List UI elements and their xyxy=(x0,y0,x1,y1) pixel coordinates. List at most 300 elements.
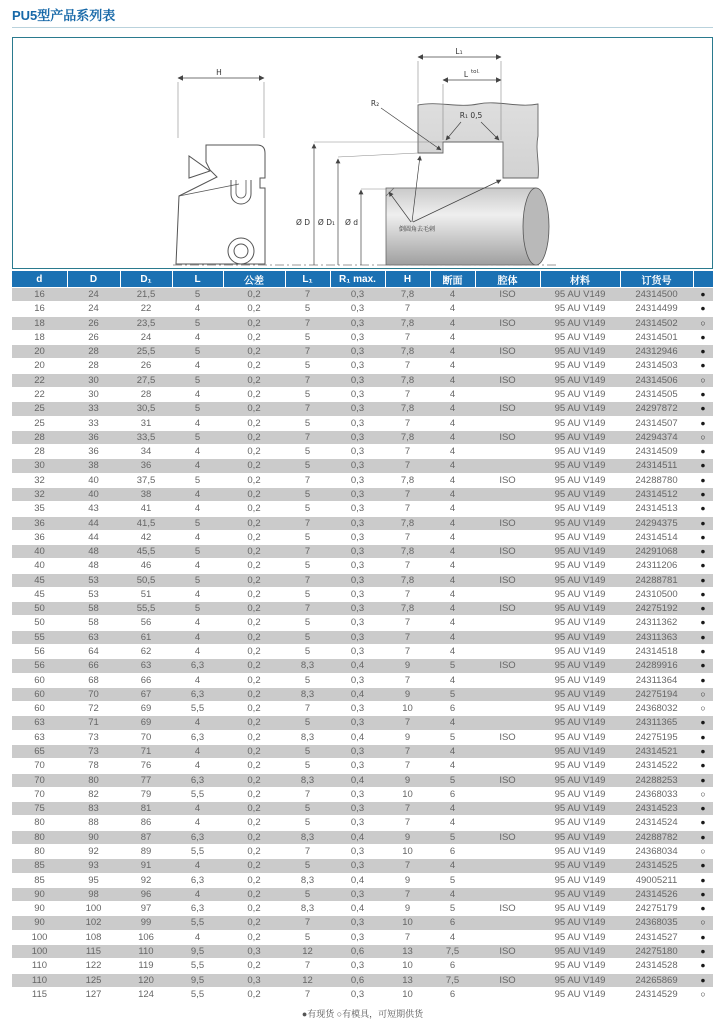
cell-tolerance: 0,2 xyxy=(223,859,285,873)
cell-H: 7 xyxy=(385,859,430,873)
cell-R1-max: 0,3 xyxy=(350,674,365,686)
cell-order-number: 24289916 xyxy=(620,659,693,673)
cell-order-number: 24314528 xyxy=(635,960,678,972)
cell-L1: 5 xyxy=(285,859,330,873)
cell-section: 5 xyxy=(430,659,475,673)
cell-L: 4 xyxy=(172,859,223,873)
cell-R1-max: 0,6 xyxy=(330,944,385,958)
cell-d: 70 xyxy=(34,788,45,800)
cell-H: 10 xyxy=(402,988,413,1000)
availability-dot-filled: ● xyxy=(700,446,706,457)
cell-order-number: 24314512 xyxy=(620,487,693,501)
cell-L: 5 xyxy=(172,402,223,416)
cell-R1-max: 0,3 xyxy=(350,988,365,1000)
cell-D1: 51 xyxy=(140,588,152,600)
cell-order-number: 24314526 xyxy=(620,887,693,901)
cell-H: 7 xyxy=(404,360,411,372)
cell-H: 7 xyxy=(404,588,411,600)
cell-L: 5,5 xyxy=(190,845,205,857)
cell-D: 115 xyxy=(67,944,120,958)
cell-tolerance: 0,2 xyxy=(223,630,285,644)
cell-L1: 5 xyxy=(304,931,311,943)
cell-D1: 79 xyxy=(140,788,152,800)
cell-section: 5 xyxy=(449,903,456,915)
cell-D: 108 xyxy=(85,931,102,943)
cell-section: 4 xyxy=(430,573,475,587)
cell-L: 6,3 xyxy=(190,903,205,915)
table-row xyxy=(12,987,713,1001)
cell-D: 58 xyxy=(88,617,99,629)
col-header-material: 材料 xyxy=(540,271,620,288)
cell-material: 95 AU V149 xyxy=(540,430,620,444)
table-row xyxy=(12,759,713,773)
cell-tolerance: 0,2 xyxy=(223,402,285,416)
cell-H: 7,8 xyxy=(385,573,430,587)
cell-D1: 77 xyxy=(120,773,172,787)
cell-R1-max: 0,3 xyxy=(330,459,385,473)
cell-R1-max: 0,3 xyxy=(330,516,385,530)
cell-R1-max: 0,3 xyxy=(330,887,385,901)
cell-cavity xyxy=(475,687,540,701)
cell-d: 65 xyxy=(12,745,67,759)
cell-material: 95 AU V149 xyxy=(540,602,620,616)
cell-d: 32 xyxy=(34,474,45,486)
cell-H: 7 xyxy=(404,331,411,343)
cell-D: 40 xyxy=(67,487,120,501)
cell-d: 16 xyxy=(12,288,67,302)
cell-R1-max: 0,3 xyxy=(330,859,385,873)
cell-order-number: 24275195 xyxy=(635,731,678,743)
cell-d: 90 xyxy=(12,916,67,930)
cell-order-number: 24294375 xyxy=(620,516,693,530)
cell-D: 33 xyxy=(88,417,99,429)
cell-cavity xyxy=(475,416,540,430)
cell-d: 40 xyxy=(34,560,45,572)
cell-order-number: 24310500 xyxy=(635,588,678,600)
cell-tolerance: 0,2 xyxy=(223,516,285,530)
cell-R1-max: 0,6 xyxy=(330,973,385,987)
cell-material: 95 AU V149 xyxy=(540,459,620,473)
cell-material: 95 AU V149 xyxy=(554,874,606,886)
cell-material: 95 AU V149 xyxy=(554,446,606,458)
cell-section: 7,5 xyxy=(430,944,475,958)
cell-H: 7,8 xyxy=(385,402,430,416)
col-header-H: H xyxy=(385,271,430,288)
availability-dot-filled: ● xyxy=(693,887,713,901)
cell-L1: 7 xyxy=(304,703,311,715)
cell-cavity xyxy=(475,873,540,887)
table-row xyxy=(12,673,713,687)
cell-L1: 5 xyxy=(304,360,311,372)
cell-L1: 5 xyxy=(304,560,311,572)
cell-D: 78 xyxy=(88,760,99,772)
cell-H: 7 xyxy=(404,617,411,629)
table-row xyxy=(12,687,713,701)
cell-material: 95 AU V149 xyxy=(554,474,606,486)
cell-tolerance: 0,2 xyxy=(247,760,261,772)
cell-material: 95 AU V149 xyxy=(540,373,620,387)
availability-dot-open: ○ xyxy=(700,788,706,799)
cell-R1-max: 0,3 xyxy=(350,931,365,943)
cell-material: 95 AU V149 xyxy=(540,887,620,901)
cell-section: 4 xyxy=(430,373,475,387)
cell-L1: 7 xyxy=(304,788,311,800)
cell-H: 7,8 xyxy=(385,373,430,387)
table-row xyxy=(12,416,713,430)
cell-H: 7 xyxy=(404,560,411,572)
cell-R1-max: 0,3 xyxy=(350,388,365,400)
cell-D1: 86 xyxy=(140,817,152,829)
cell-d: 110 xyxy=(12,973,67,987)
cell-tolerance: 0,2 xyxy=(247,817,261,829)
cell-L: 6,3 xyxy=(172,830,223,844)
cell-cavity xyxy=(475,645,540,659)
cell-D: 28 xyxy=(88,360,99,372)
cell-D1: 87 xyxy=(120,830,172,844)
cell-R1-max: 0,3 xyxy=(350,617,365,629)
cell-tolerance: 0,2 xyxy=(247,588,261,600)
cell-material: 95 AU V149 xyxy=(554,960,606,972)
cell-R1-max: 0,3 xyxy=(330,430,385,444)
cell-order-number: 24314502 xyxy=(620,316,693,330)
cell-H: 13 xyxy=(385,973,430,987)
table-row xyxy=(12,645,713,659)
cell-cavity xyxy=(475,359,540,373)
col-header-d: d xyxy=(12,271,67,288)
cell-section: 5 xyxy=(430,773,475,787)
cell-order-number: 24368032 xyxy=(635,703,678,715)
cell-section: 4 xyxy=(449,417,456,429)
cell-material: 95 AU V149 xyxy=(540,659,620,673)
cell-L1: 5 xyxy=(285,745,330,759)
cell-section: 4 xyxy=(449,646,456,658)
cell-L: 5 xyxy=(194,474,201,486)
cell-material: 95 AU V149 xyxy=(554,303,606,315)
cell-H: 7 xyxy=(404,760,411,772)
cell-cavity xyxy=(475,859,540,873)
cell-L: 4 xyxy=(194,674,201,686)
cell-d: 100 xyxy=(12,944,67,958)
cell-tolerance: 0,2 xyxy=(247,560,261,572)
cell-L: 4 xyxy=(194,931,201,943)
table-row xyxy=(12,330,713,344)
cell-D1: 25,5 xyxy=(120,345,172,359)
cell-L1: 5 xyxy=(285,630,330,644)
cell-cavity xyxy=(475,530,540,544)
cell-H: 7 xyxy=(385,745,430,759)
cell-D: 33 xyxy=(67,402,120,416)
cell-d: 20 xyxy=(34,360,45,372)
cell-material: 95 AU V149 xyxy=(554,417,606,429)
cell-material: 95 AU V149 xyxy=(540,773,620,787)
cell-L: 4 xyxy=(194,503,201,515)
cell-cavity: ISO xyxy=(475,659,540,673)
cell-order-number: 24311365 xyxy=(620,716,693,730)
cell-d: 36 xyxy=(34,531,45,543)
cell-material: 95 AU V149 xyxy=(554,845,606,857)
cell-D: 70 xyxy=(67,687,120,701)
cell-L1: 7 xyxy=(285,316,330,330)
cell-tolerance: 0,2 xyxy=(247,903,261,915)
table-row xyxy=(12,659,713,673)
cell-D1: 22 xyxy=(140,303,152,315)
cell-section: 4 xyxy=(430,859,475,873)
cell-tolerance: 0,2 xyxy=(223,773,285,787)
cell-order-number: 24314507 xyxy=(635,417,678,429)
cell-D: 38 xyxy=(67,459,120,473)
table-row xyxy=(12,702,713,716)
table-row xyxy=(12,345,713,359)
cell-L1: 5 xyxy=(285,716,330,730)
cell-d: 45 xyxy=(34,588,45,600)
cell-D1: 119 xyxy=(138,960,154,972)
cell-section: 4 xyxy=(430,487,475,501)
cell-d: 100 xyxy=(31,931,48,943)
cell-tolerance: 0,3 xyxy=(223,944,285,958)
availability-dot-filled: ● xyxy=(700,760,706,771)
cell-tolerance: 0,2 xyxy=(247,446,261,458)
cell-tolerance: 0,2 xyxy=(223,659,285,673)
table-row xyxy=(12,402,713,416)
cell-cavity xyxy=(475,487,540,501)
availability-dot-filled: ● xyxy=(693,459,713,473)
cell-L: 6,3 xyxy=(172,659,223,673)
cell-d: 60 xyxy=(34,674,45,686)
cell-D: 100 xyxy=(85,903,102,915)
cell-section: 4 xyxy=(449,531,456,543)
cell-L: 5,5 xyxy=(190,703,205,715)
cell-R1-max: 0,3 xyxy=(350,788,365,800)
cell-tolerance: 0,2 xyxy=(247,788,261,800)
cell-tolerance: 0,2 xyxy=(247,703,261,715)
cell-D1: 33,5 xyxy=(120,430,172,444)
cell-H: 10 xyxy=(402,845,413,857)
cell-H: 9 xyxy=(385,773,430,787)
table-row xyxy=(12,530,713,544)
cell-section: 4 xyxy=(430,716,475,730)
cell-H: 7 xyxy=(404,303,411,315)
availability-dot-filled: ● xyxy=(693,487,713,501)
cell-L1: 5 xyxy=(304,303,311,315)
cell-d: 70 xyxy=(34,760,45,772)
cell-R1-max: 0,3 xyxy=(350,588,365,600)
cell-H: 10 xyxy=(402,703,413,715)
availability-dot-filled: ● xyxy=(700,960,706,971)
cell-D1: 23,5 xyxy=(120,316,172,330)
cell-L1: 7 xyxy=(285,430,330,444)
cell-cavity xyxy=(475,930,540,944)
cell-section: 6 xyxy=(449,845,456,857)
cell-R1-max: 0,3 xyxy=(350,446,365,458)
cell-R1-max: 0,3 xyxy=(330,545,385,559)
cell-d: 63 xyxy=(12,716,67,730)
dim-label-dia-D1: Ø D₁ xyxy=(317,218,335,227)
table-row xyxy=(12,587,713,601)
cell-tolerance: 0,2 xyxy=(223,288,285,302)
cell-cavity: ISO xyxy=(475,288,540,302)
cell-R1-max: 0,3 xyxy=(350,331,365,343)
dim-label-dia-D: Ø D xyxy=(295,218,310,227)
cell-d: 60 xyxy=(12,687,67,701)
cell-order-number: 24314524 xyxy=(635,817,678,829)
cell-material: 95 AU V149 xyxy=(554,331,606,343)
availability-dot-filled: ● xyxy=(700,731,706,742)
col-header-section: 断面 xyxy=(430,271,475,288)
cell-d: 35 xyxy=(34,503,45,515)
cell-tolerance: 0,2 xyxy=(223,687,285,701)
cell-L1: 5 xyxy=(304,331,311,343)
cell-order-number: 24314505 xyxy=(635,388,678,400)
cell-material: 95 AU V149 xyxy=(554,760,606,772)
cell-D1: 50,5 xyxy=(120,573,172,587)
cell-section: 4 xyxy=(430,316,475,330)
availability-legend: ●有现货 ○有模具，可短期供货 xyxy=(301,1009,424,1020)
cell-order-number: 24291068 xyxy=(620,545,693,559)
cell-H: 7 xyxy=(404,417,411,429)
seal-profile-section xyxy=(176,78,265,264)
cell-d: 25 xyxy=(34,417,45,429)
col-header-D: D xyxy=(67,271,120,288)
cell-order-number: 24368033 xyxy=(635,788,678,800)
cell-R1-max: 0,3 xyxy=(350,760,365,772)
cell-order-number: 24314509 xyxy=(635,446,678,458)
cell-cavity: ISO xyxy=(475,516,540,530)
cell-H: 13 xyxy=(385,944,430,958)
cell-material: 95 AU V149 xyxy=(540,345,620,359)
cell-D1: 41 xyxy=(140,503,152,515)
table-row xyxy=(12,787,713,801)
availability-dot-filled: ● xyxy=(700,817,706,828)
cell-D: 83 xyxy=(67,802,120,816)
cell-R1-max: 0,3 xyxy=(350,531,365,543)
cell-d: 90 xyxy=(12,887,67,901)
cell-section: 4 xyxy=(449,560,456,572)
cell-d: 18 xyxy=(12,316,67,330)
cell-L1: 12 xyxy=(285,944,330,958)
cell-D: 66 xyxy=(67,659,120,673)
cell-d: 80 xyxy=(34,817,45,829)
cell-D: 92 xyxy=(88,845,99,857)
cell-H: 9 xyxy=(385,687,430,701)
cell-R1-max: 0,4 xyxy=(330,830,385,844)
cell-D: 68 xyxy=(88,674,99,686)
cell-tolerance: 0,2 xyxy=(223,716,285,730)
title-divider xyxy=(12,27,713,28)
cell-material: 95 AU V149 xyxy=(540,573,620,587)
cell-d: 22 xyxy=(12,373,67,387)
cell-material: 95 AU V149 xyxy=(540,716,620,730)
cell-tolerance: 0,2 xyxy=(223,602,285,616)
table-row xyxy=(12,516,713,530)
cell-section: 4 xyxy=(449,474,456,486)
cell-material: 95 AU V149 xyxy=(554,388,606,400)
cell-D1: 37,5 xyxy=(136,474,156,486)
dim-label-R1: R₁ 0,5 xyxy=(459,111,483,120)
cell-H: 7 xyxy=(385,630,430,644)
cell-R1-max: 0,3 xyxy=(350,303,365,315)
availability-dot-filled: ● xyxy=(693,545,713,559)
cell-H: 7 xyxy=(404,503,411,515)
cell-order-number: 24275180 xyxy=(620,944,693,958)
table-row xyxy=(12,930,713,944)
cell-D: 28 xyxy=(67,345,120,359)
cell-H: 7,8 xyxy=(385,602,430,616)
page-title: PU5型产品系列表 xyxy=(12,8,116,23)
table-row xyxy=(12,302,713,316)
cell-R1-max: 0,3 xyxy=(330,288,385,302)
cell-material: 95 AU V149 xyxy=(554,988,606,1000)
table-header xyxy=(12,271,713,288)
cell-L1: 7 xyxy=(285,573,330,587)
availability-dot-filled: ● xyxy=(700,646,706,657)
cell-tolerance: 0,2 xyxy=(247,960,261,972)
dim-label-L-sup: tol. xyxy=(471,69,480,75)
cell-D: 48 xyxy=(67,545,120,559)
cell-L1: 5 xyxy=(304,503,311,515)
cell-d: 20 xyxy=(12,345,67,359)
cell-D: 88 xyxy=(88,817,99,829)
table-row xyxy=(12,802,713,816)
cell-section: 6 xyxy=(449,703,456,715)
cell-L: 9,5 xyxy=(172,973,223,987)
cell-tolerance: 0,2 xyxy=(247,331,261,343)
table-row xyxy=(12,730,713,744)
cell-R1-max: 0,3 xyxy=(330,716,385,730)
cell-tolerance: 0,2 xyxy=(247,360,261,372)
availability-dot-filled: ● xyxy=(693,773,713,787)
cell-D1: 45,5 xyxy=(120,545,172,559)
cell-cavity xyxy=(475,887,540,901)
cell-tolerance: 0,2 xyxy=(223,345,285,359)
table-row xyxy=(12,630,713,644)
cell-L1: 7 xyxy=(285,516,330,530)
cell-d: 30 xyxy=(12,459,67,473)
cell-order-number: 24314500 xyxy=(620,288,693,302)
cell-order-number: 24314511 xyxy=(620,459,693,473)
cell-section: 4 xyxy=(430,516,475,530)
availability-dot-filled: ● xyxy=(700,588,706,599)
cell-D: 73 xyxy=(88,731,99,743)
cell-d: 56 xyxy=(34,646,45,658)
cell-R1-max: 0,3 xyxy=(330,373,385,387)
cell-cavity xyxy=(475,916,540,930)
cell-section: 4 xyxy=(449,360,456,372)
table-row xyxy=(12,816,713,830)
availability-dot-open: ○ xyxy=(700,845,706,856)
cell-L1: 8,3 xyxy=(285,830,330,844)
availability-dot-filled: ● xyxy=(693,944,713,958)
seal-installation-drawing xyxy=(13,38,712,266)
cell-tolerance: 0,2 xyxy=(223,916,285,930)
cell-D1: 67 xyxy=(120,687,172,701)
table-row xyxy=(12,887,713,901)
cell-cavity: ISO xyxy=(475,373,540,387)
cell-cavity xyxy=(475,959,540,973)
cell-L1: 8,3 xyxy=(300,903,315,915)
cell-R1-max: 0,3 xyxy=(330,402,385,416)
cell-R1-max: 0,3 xyxy=(330,630,385,644)
cell-D1: 124 xyxy=(138,988,154,1000)
cell-R1-max: 0,3 xyxy=(350,817,365,829)
table-row xyxy=(12,602,713,616)
availability-dot-open: ○ xyxy=(693,373,713,387)
cell-d: 50 xyxy=(12,602,67,616)
availability-dot-filled: ● xyxy=(700,931,706,942)
cell-L: 6,3 xyxy=(172,687,223,701)
cell-cavity xyxy=(475,459,540,473)
cell-L1: 5 xyxy=(304,446,311,458)
cell-material: 95 AU V149 xyxy=(554,560,606,572)
